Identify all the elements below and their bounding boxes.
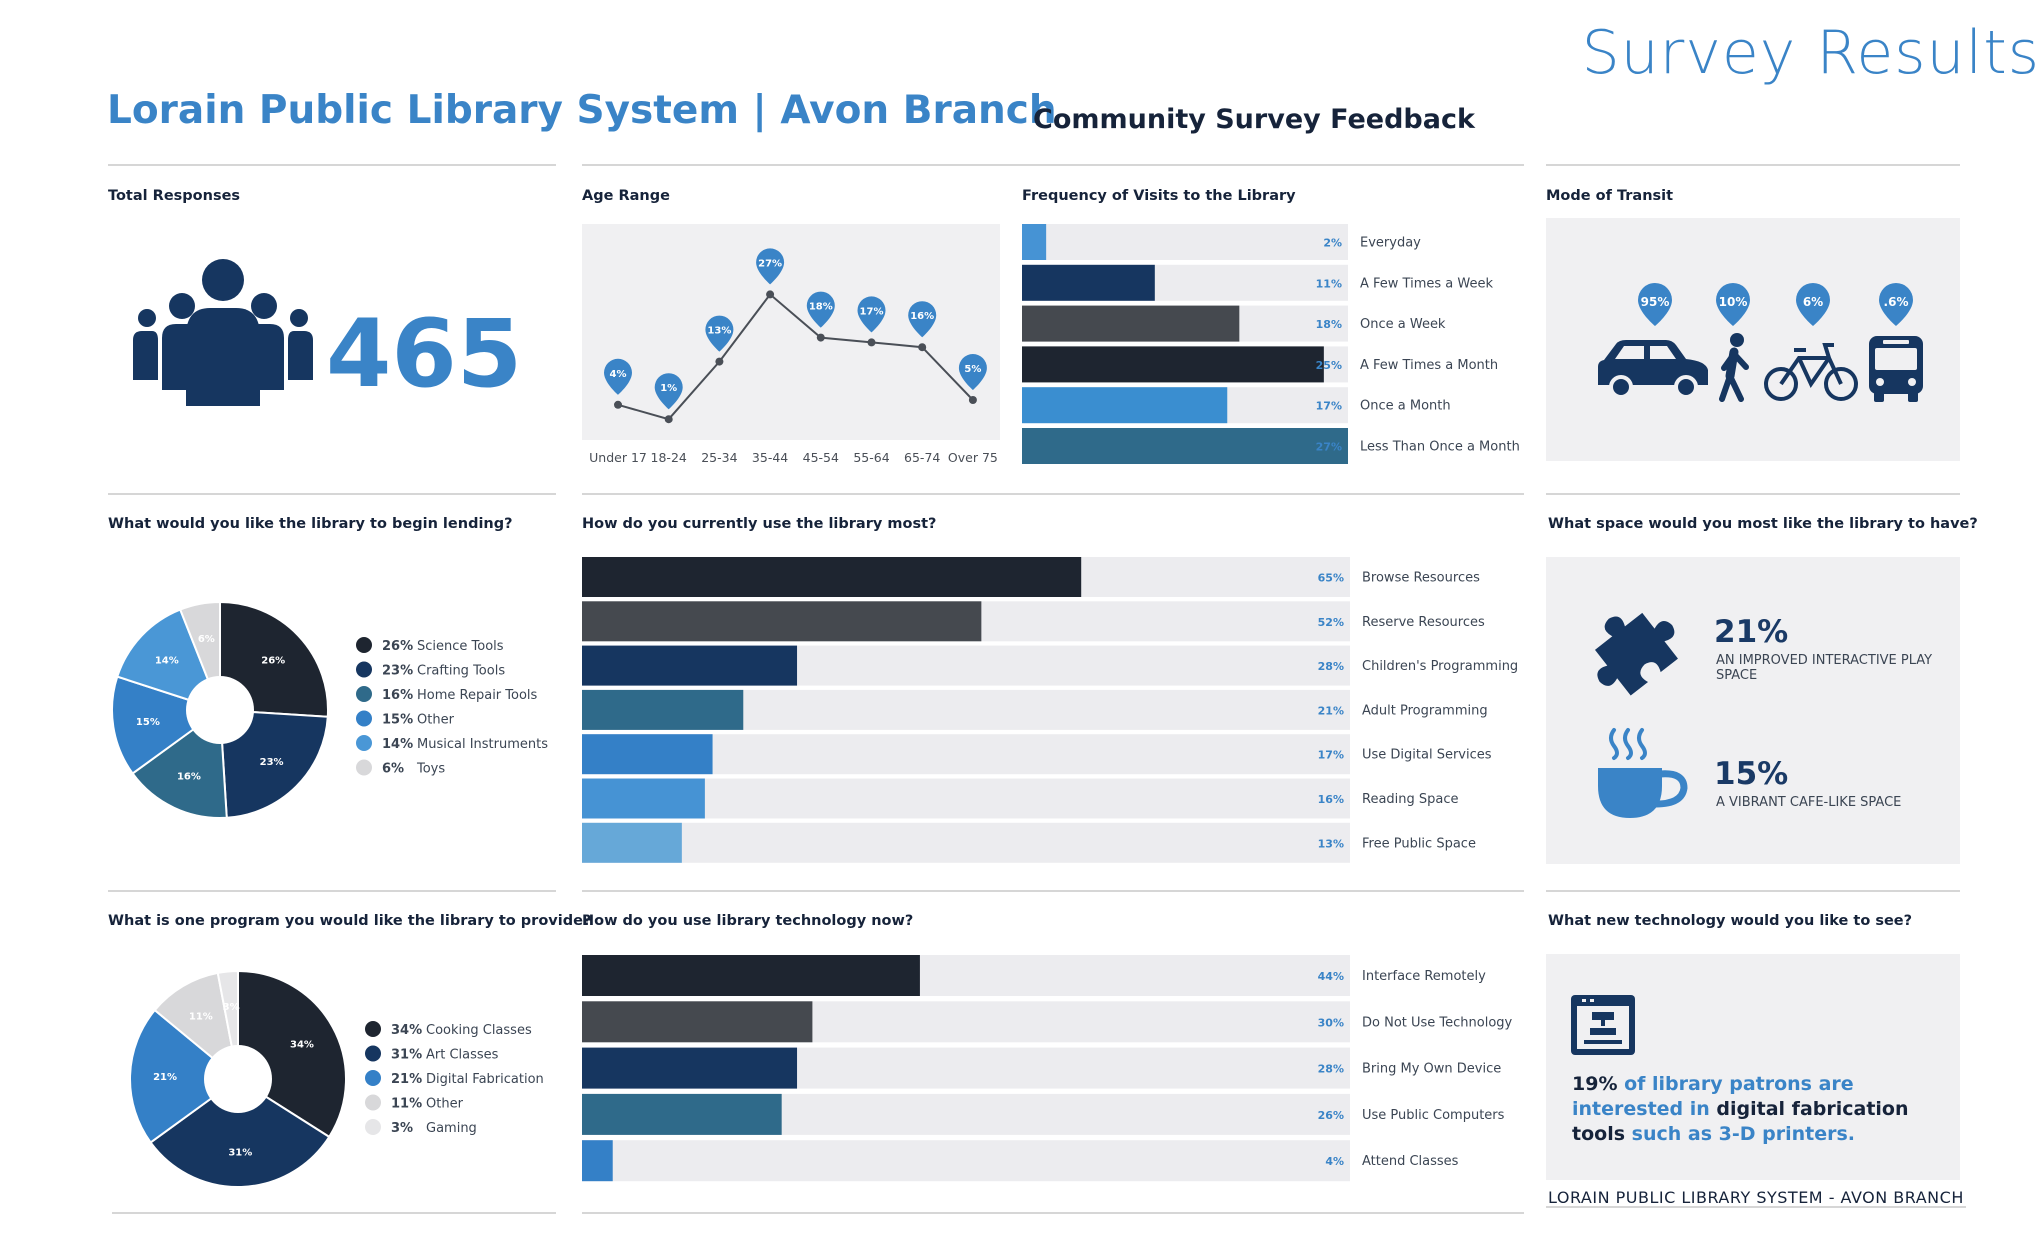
- lending-legend-label: Crafting Tools: [417, 663, 506, 679]
- lending-slice-label: 16%: [176, 771, 201, 783]
- frequency-bar: [1022, 387, 1227, 423]
- program-legend-label: Art Classes: [426, 1047, 499, 1063]
- age-point: [766, 290, 774, 298]
- transit-car: [1598, 283, 1708, 397]
- space-cafe-text: A VIBRANT CAFE-LIKE SPACE: [1716, 795, 1902, 810]
- visit-frequency-title: Frequency of Visits to the Library: [1022, 188, 1296, 204]
- lending-slice-label: 15%: [135, 716, 160, 728]
- age-range-chart: [582, 224, 1002, 468]
- age-tick-label: 65-74: [904, 450, 941, 465]
- divider: [582, 493, 1524, 495]
- age-chart-panel: [582, 224, 1000, 440]
- frequency-value-label: 17%: [1315, 399, 1342, 413]
- use-bar: [582, 557, 1081, 597]
- new-tech-note-a: of library patrons are interested in: [1572, 1073, 1854, 1120]
- lending-legend-swatch: [356, 711, 372, 727]
- use-category-label: Children's Programming: [1362, 659, 1519, 675]
- use-bar-track: [582, 823, 1350, 863]
- program-pie-chart: [108, 964, 568, 1194]
- divider: [582, 1212, 1524, 1214]
- tech-value-label: 30%: [1317, 1016, 1344, 1030]
- divider: [108, 493, 556, 495]
- age-point: [868, 338, 876, 346]
- tech-category-label: Attend Classes: [1362, 1154, 1459, 1170]
- use-category-label: Reserve Resources: [1362, 614, 1485, 630]
- lending-legend-swatch: [356, 760, 372, 776]
- lending-legend-label: Toys: [417, 761, 446, 777]
- age-point: [817, 334, 825, 342]
- tech-value-label: 26%: [1317, 1108, 1344, 1122]
- age-tick-label: Over 75: [947, 450, 998, 465]
- tech-bar: [582, 1094, 782, 1135]
- lending-legend-label: Science Tools: [417, 639, 504, 654]
- bus-icon: [1869, 336, 1923, 402]
- program-legend-pct: 21%: [391, 1072, 423, 1087]
- frequency-bar-track: [1022, 224, 1348, 260]
- tech-category-label: Bring My Own Device: [1362, 1061, 1502, 1077]
- lending-pie-chart: [108, 590, 568, 830]
- page-title: Lorain Public Library System | Avon Branch: [107, 88, 1057, 133]
- coffee-cup-icon: [1594, 724, 1692, 820]
- frequency-value-label: 11%: [1315, 277, 1342, 291]
- use-category-label: Browse Resources: [1362, 570, 1480, 586]
- age-value-label: 5%: [964, 364, 982, 375]
- library-use-title: How do you currently use the library most?: [582, 516, 937, 532]
- puzzle-piece-icon: [1590, 600, 1684, 700]
- lending-legend-label: Musical Instruments: [417, 737, 548, 752]
- frequency-bar: [1022, 428, 1348, 464]
- tech-bar: [582, 1001, 812, 1042]
- program-legend-swatch: [365, 1046, 381, 1062]
- frequency-bar: [1022, 265, 1155, 301]
- age-value-label: 1%: [660, 383, 678, 395]
- tech-bar: [582, 1140, 613, 1181]
- transit-walk: [1716, 283, 1750, 399]
- use-value-label: 16%: [1317, 793, 1344, 806]
- program-legend-pct: 11%: [391, 1096, 423, 1112]
- use-bar: [582, 690, 743, 730]
- lending-legend-pct: 14%: [382, 737, 414, 752]
- new-tech-title: What new technology would you like to see?: [1548, 913, 1913, 929]
- page-subtitle: Community Survey Feedback: [1033, 104, 1475, 135]
- program-title: What is one program you would like the library to provide?: [108, 913, 592, 929]
- frequency-value-label: 25%: [1315, 358, 1342, 372]
- tech-value-label: 44%: [1317, 970, 1344, 983]
- walking-person-icon: [1722, 333, 1746, 399]
- tech-use-chart: [582, 951, 1526, 1187]
- frequency-value-label: 27%: [1315, 440, 1342, 454]
- space-play-pct: 21%: [1714, 614, 1789, 650]
- space-play-text: AN IMPROVED INTERACTIVE PLAY SPACE: [1716, 653, 1933, 683]
- frequency-bar: [1022, 346, 1324, 382]
- use-bar: [582, 823, 682, 863]
- frequency-bar: [1022, 224, 1046, 260]
- total-responses-title: Total Responses: [108, 188, 241, 204]
- age-tick-label: Under 17: [589, 450, 647, 465]
- tech-bar-track: [582, 1140, 1350, 1181]
- lending-legend-pct: 26%: [382, 639, 414, 654]
- frequency-category-label: A Few Times a Month: [1360, 357, 1499, 373]
- use-value-label: 13%: [1317, 837, 1344, 851]
- use-category-label: Reading Space: [1362, 792, 1459, 807]
- frequency-category-label: Less Than Once a Month: [1360, 439, 1520, 455]
- program-slice-label: 3%: [222, 1001, 240, 1013]
- survey-results-heading: Survey Results: [1581, 18, 2040, 88]
- program-slice-label: 11%: [188, 1011, 213, 1023]
- use-category-label: Use Digital Services: [1362, 747, 1492, 763]
- program-slice-label: 34%: [290, 1039, 314, 1051]
- divider: [108, 890, 556, 892]
- tech-category-label: Use Public Computers: [1362, 1107, 1505, 1123]
- use-value-label: 65%: [1317, 571, 1344, 585]
- lending-slice-label: 14%: [154, 655, 179, 667]
- age-tick-label: 55-64: [853, 450, 890, 465]
- transit-title: Mode of Transit: [1546, 188, 1674, 204]
- age-point: [715, 358, 723, 366]
- use-value-label: 52%: [1317, 615, 1344, 629]
- tech-value-label: 28%: [1317, 1062, 1344, 1076]
- lending-legend-pct: 15%: [382, 712, 414, 728]
- lending-legend-swatch: [356, 686, 372, 702]
- program-legend-label: Cooking Classes: [426, 1023, 532, 1038]
- divider: [582, 890, 1524, 892]
- lending-title: What would you like the library to begin lending?: [108, 516, 513, 532]
- 3d-printer-icon: [1570, 994, 1636, 1056]
- age-point: [665, 415, 673, 423]
- lending-slice-label: 6%: [197, 633, 215, 645]
- frequency-category-label: Once a Week: [1360, 317, 1446, 333]
- lending-legend-swatch: [356, 735, 372, 751]
- lending-slice-label: 23%: [259, 757, 284, 769]
- lending-legend-pct: 23%: [382, 663, 414, 679]
- program-legend-pct: 3%: [391, 1121, 414, 1136]
- lending-legend-pct: 6%: [382, 761, 405, 777]
- age-value-label: 13%: [707, 325, 732, 337]
- transit-pct: 6%: [1802, 295, 1824, 309]
- use-value-label: 17%: [1317, 748, 1344, 762]
- divider: [108, 164, 556, 166]
- people-group-icon: [130, 258, 316, 406]
- transit-graphic: [1546, 218, 1960, 461]
- divider: [1546, 890, 1960, 892]
- space-cafe-pct: 15%: [1714, 756, 1789, 792]
- tech-category-label: Do Not Use Technology: [1362, 1015, 1513, 1031]
- program-slice-label: 31%: [228, 1147, 253, 1159]
- lending-legend-pct: 16%: [382, 688, 414, 703]
- use-bar: [582, 601, 981, 641]
- tech-value-label: 4%: [1325, 1155, 1344, 1169]
- frequency-category-label: A Few Times a Week: [1360, 276, 1493, 292]
- use-category-label: Free Public Space: [1362, 836, 1476, 852]
- lending-donut-hole: [186, 676, 254, 744]
- lending-legend-swatch: [356, 637, 372, 653]
- lending-legend-label: Home Repair Tools: [417, 688, 538, 703]
- footer: LORAIN PUBLIC LIBRARY SYSTEM - AVON BRANCH: [1548, 1188, 1964, 1207]
- lending-legend-label: Other: [417, 712, 454, 728]
- age-point: [918, 343, 926, 351]
- divider: [1546, 493, 1960, 495]
- new-tech-pct: 19%: [1572, 1073, 1618, 1095]
- use-category-label: Adult Programming: [1362, 703, 1488, 719]
- tech-bar: [582, 955, 920, 996]
- program-legend-pct: 34%: [391, 1023, 423, 1038]
- program-legend-swatch: [365, 1070, 381, 1086]
- age-tick-label: 35-44: [751, 450, 789, 465]
- space-title: What space would you most like the library to have?: [1548, 516, 1978, 532]
- program-slice-label: 21%: [153, 1072, 178, 1084]
- use-bar: [582, 779, 705, 819]
- divider: [112, 1212, 556, 1214]
- program-legend-swatch: [365, 1021, 381, 1037]
- car-icon: [1598, 340, 1708, 397]
- program-legend-label: Other: [426, 1096, 463, 1112]
- lending-legend-swatch: [356, 662, 372, 678]
- use-value-label: 21%: [1317, 704, 1344, 718]
- new-tech-note-em: digital fabrication tools: [1572, 1098, 1909, 1145]
- age-tick-label: 25-34: [701, 450, 738, 465]
- program-legend-swatch: [365, 1119, 381, 1135]
- program-legend-swatch: [365, 1095, 381, 1111]
- transit-bike: [1766, 283, 1856, 399]
- age-value-label: 16%: [910, 311, 935, 323]
- frequency-value-label: 2%: [1323, 236, 1342, 250]
- program-legend-label: Gaming: [426, 1121, 477, 1136]
- tech-category-label: Interface Remotely: [1362, 969, 1486, 984]
- transit-pct: .6%: [1883, 295, 1909, 309]
- age-tick-label: 18-24: [650, 450, 687, 465]
- frequency-bar: [1022, 306, 1239, 342]
- frequency-value-label: 18%: [1315, 318, 1342, 332]
- use-value-label: 28%: [1317, 660, 1344, 674]
- program-legend-label: Digital Fabrication: [426, 1072, 544, 1087]
- lending-slice-label: 26%: [261, 655, 286, 667]
- age-value-label: 18%: [808, 301, 833, 313]
- new-tech-note-b: such as 3-D printers.: [1625, 1123, 1855, 1145]
- age-tick-label: 45-54: [802, 450, 839, 465]
- program-donut-hole: [204, 1045, 272, 1113]
- transit-pct: 95%: [1640, 295, 1670, 309]
- program-legend-pct: 31%: [391, 1047, 423, 1063]
- frequency-category-label: Once a Month: [1360, 398, 1451, 414]
- new-tech-note: [1572, 1072, 1952, 1147]
- age-value-label: 4%: [609, 368, 627, 380]
- age-value-label: 27%: [758, 258, 783, 270]
- age-point: [969, 396, 977, 404]
- use-bar: [582, 646, 797, 686]
- library-use-chart: [582, 553, 1526, 868]
- bicycle-icon: [1766, 345, 1856, 399]
- age-range-title: Age Range: [582, 188, 670, 204]
- age-point: [614, 401, 622, 409]
- visit-frequency-chart: [1022, 220, 1526, 466]
- tech-use-title: How do you use library technology now?: [582, 913, 914, 929]
- age-value-label: 17%: [859, 306, 884, 318]
- use-bar: [582, 734, 713, 774]
- divider: [1546, 164, 1960, 166]
- transit-pct: 10%: [1718, 295, 1748, 309]
- frequency-category-label: Everyday: [1360, 235, 1421, 251]
- tech-bar: [582, 1048, 797, 1089]
- transit-bus: [1869, 283, 1923, 402]
- divider: [582, 164, 1524, 166]
- total-responses-value: 465: [326, 300, 523, 409]
